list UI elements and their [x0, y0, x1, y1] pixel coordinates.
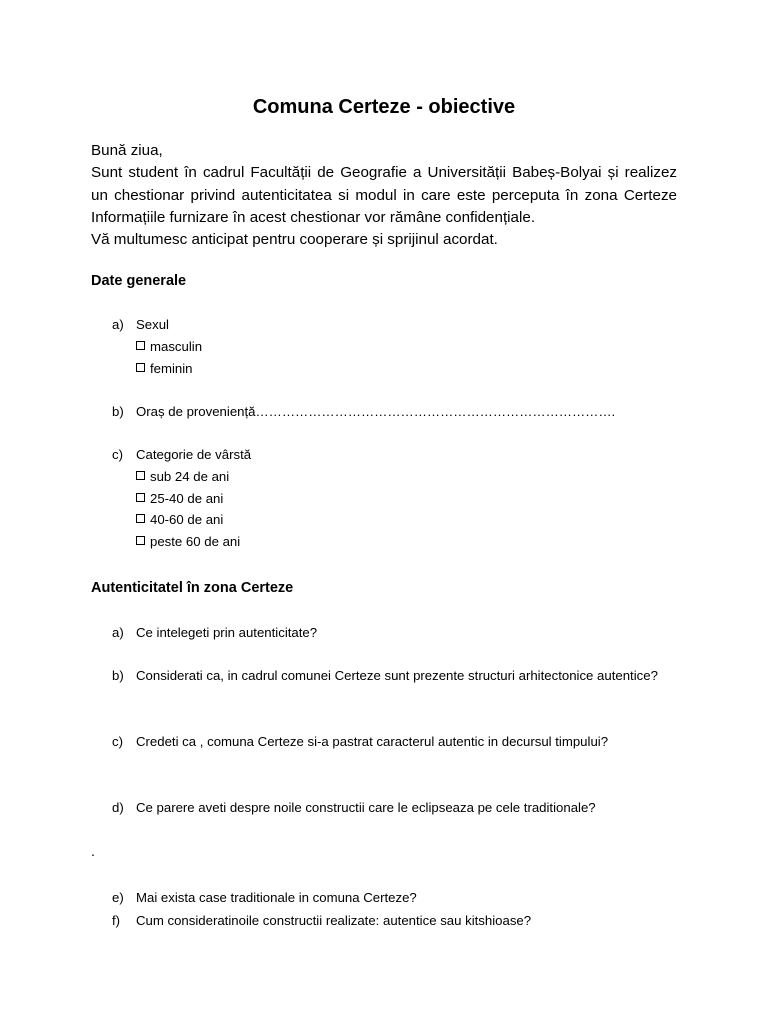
checkbox-icon[interactable] — [136, 363, 145, 372]
question-label: Categorie de vârstă — [136, 447, 252, 462]
checkbox-icon[interactable] — [136, 536, 145, 545]
question-noile-constructii — [112, 797, 678, 819]
stray-dot: . — [91, 843, 95, 859]
option-sub-24[interactable]: sub 24 de ani — [136, 466, 678, 488]
section-heading-date-generale: Date generale — [91, 273, 187, 289]
intro-paragraph — [91, 140, 677, 251]
option-peste-60[interactable]: peste 60 de ani — [136, 531, 678, 553]
question-text: Considerati ca, in cadrul comunei Certeze sunt prezente structuri arhitectonice autentice? — [136, 668, 658, 683]
question-letter: a) — [112, 317, 124, 332]
checkbox-icon[interactable] — [136, 341, 145, 350]
checkbox-icon[interactable] — [136, 493, 145, 502]
question-text: Mai exista case traditionale in comuna Certeze? — [136, 890, 417, 905]
document-title: Comuna Certeze - obiective — [252, 96, 516, 118]
question-letter: f) — [112, 913, 121, 928]
option-masculin[interactable]: masculin — [136, 336, 678, 358]
section-heading-autenticitate: Autenticitatel în zona Certeze — [91, 580, 294, 596]
question-letter: a) — [112, 625, 124, 640]
question-letter: e) — [112, 890, 124, 905]
question-letter: c) — [112, 447, 123, 462]
question-case-traditionale — [112, 887, 678, 909]
thanks-line: Vă multumesc anticipat pentru cooperare și sprijinul acordat. — [91, 231, 498, 249]
question-text: Ce parere aveti despre noile constructii care le eclipseaza pe cele traditionale? — [136, 800, 596, 815]
checkbox-icon[interactable] — [136, 471, 145, 480]
intro-body: Sunt student în cadrul Facultății de Geografie a Universității Babeș-Bolyai și realizez un chestionar privind autenticitatea si modul in care este perceputa în zona Certeze Informațiile furnizare în acest chestionar vor rămâne confidențiale. — [91, 164, 677, 226]
question-letter: c) — [112, 734, 123, 749]
question-letter: b) — [112, 668, 124, 683]
question-oras — [112, 401, 678, 423]
question-label[interactable]: Oraș de proveniență………………………………………………………………………. — [136, 404, 616, 419]
option-40-60[interactable]: 40-60 de ani — [136, 509, 678, 531]
option-feminin[interactable]: feminin — [136, 358, 678, 380]
question-text: Ce intelegeti prin autenticitate? — [136, 625, 318, 640]
checkbox-icon[interactable] — [136, 514, 145, 523]
question-categorie-varsta — [112, 444, 678, 553]
question-autenticitate — [112, 622, 678, 644]
greeting: Bună ziua, — [91, 142, 163, 159]
question-text: Credeti ca , comuna Certeze si-a pastrat caracterul autentic in decursul timpului? — [136, 734, 609, 749]
option-25-40[interactable]: 25-40 de ani — [136, 488, 678, 510]
question-letter: b) — [112, 404, 124, 419]
question-structuri — [112, 665, 678, 687]
question-letter: d) — [112, 800, 124, 815]
question-kitsch — [112, 910, 678, 932]
question-caracter-autentic — [112, 731, 678, 753]
question-text: Cum consideratinoile constructii realizate: autentice sau kitshioase? — [136, 913, 532, 928]
question-label: Sexul — [136, 317, 169, 332]
question-sexul — [112, 314, 678, 379]
